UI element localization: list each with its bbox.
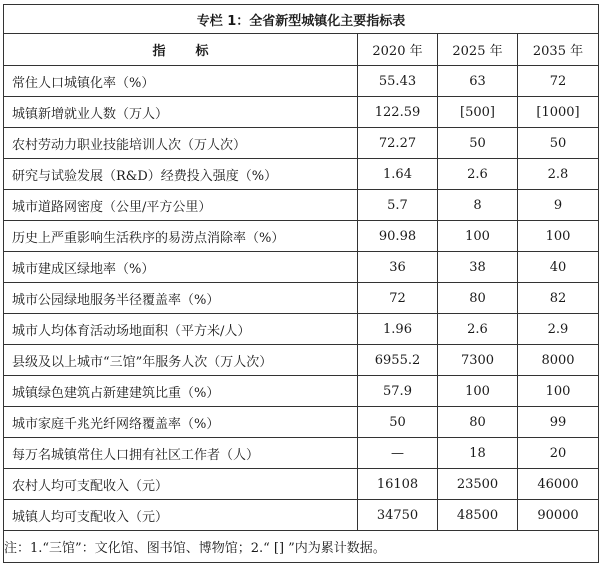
value-2025: 7300 [438,345,518,376]
table-row [4,97,599,128]
value-2025: 80 [438,283,518,314]
indicator-name: 县级及以上城市“三馆”年服务人次（万人次） [4,345,358,376]
value-2025: 8 [438,190,518,221]
value-2035: 2.8 [518,159,599,190]
value-2025: 18 [438,438,518,469]
header-indicator-label: 指标 [152,44,239,59]
value-2035: 40 [518,252,599,283]
value-2020: 50 [358,407,438,438]
value-2035: 90000 [518,500,599,531]
value-2020: 1.64 [358,159,438,190]
value-2020: 34750 [358,500,438,531]
value-2020: 6955.2 [358,345,438,376]
value-2025: 100 [438,221,518,252]
table-row [4,376,599,407]
value-2035: 72 [518,66,599,97]
value-2020: 72 [358,283,438,314]
value-2020: 57.9 [358,376,438,407]
table-row [4,345,599,376]
value-2020: 36 [358,252,438,283]
indicator-name: 城镇人均可支配收入（元） [4,500,358,531]
table-header-row [4,34,599,66]
indicator-table [3,4,599,563]
table-row [4,469,599,500]
table-row [4,283,599,314]
table-row [4,128,599,159]
indicator-name: 城市公园绿地服务半径覆盖率（%） [4,283,358,314]
value-2025: 23500 [438,469,518,500]
table-title: 专栏 1：全省新型城镇化主要指标表 [4,5,599,34]
value-2025: [500] [438,97,518,128]
value-2020: 55.43 [358,66,438,97]
table-row [4,314,599,345]
value-2035: 8000 [518,345,599,376]
value-2020: 72.27 [358,128,438,159]
table-row [4,252,599,283]
value-2025: 38 [438,252,518,283]
value-2025: 100 [438,376,518,407]
value-2025: 50 [438,128,518,159]
value-2035: 2.9 [518,314,599,345]
value-2025: 63 [438,66,518,97]
value-2035: 82 [518,283,599,314]
value-2020: 5.7 [358,190,438,221]
table-row [4,438,599,469]
value-2035: 50 [518,128,599,159]
indicator-name: 历史上严重影响生活秩序的易涝点消除率（%） [4,221,358,252]
value-2025: 2.6 [438,159,518,190]
indicator-name: 城镇新增就业人数（万人） [4,97,358,128]
value-2020: — [358,438,438,469]
value-2020: 90.98 [358,221,438,252]
indicator-name: 常住人口城镇化率（%） [4,66,358,97]
value-2035: 99 [518,407,599,438]
value-2035: 9 [518,190,599,221]
table-row [4,407,599,438]
table-row [4,190,599,221]
indicator-name: 研究与试验发展（R&D）经费投入强度（%） [4,159,358,190]
table-row [4,221,599,252]
indicator-name: 城市建成区绿地率（%） [4,252,358,283]
table-note-row [4,531,599,563]
header-year-2025: 2025 年 [438,34,518,66]
table-row [4,159,599,190]
value-2025: 48500 [438,500,518,531]
value-2020: 16108 [358,469,438,500]
table-note: 注：1.“三馆”：文化馆、图书馆、博物馆；2.“ [] ”内为累计数据。 [4,531,599,563]
table-row [4,500,599,531]
value-2035: 100 [518,376,599,407]
value-2025: 2.6 [438,314,518,345]
value-2020: 122.59 [358,97,438,128]
indicator-name: 农村劳动力职业技能培训人次（万人次） [4,128,358,159]
value-2035: 20 [518,438,599,469]
indicator-name: 每万名城镇常住人口拥有社区工作者（人） [4,438,358,469]
value-2035: 100 [518,221,599,252]
table-row [4,66,599,97]
table-title-row [4,5,599,34]
indicator-name: 城镇绿色建筑占新建建筑比重（%） [4,376,358,407]
header-year-2020: 2020 年 [358,34,438,66]
indicator-name: 城市人均体育活动场地面积（平方米/人） [4,314,358,345]
indicator-name: 农村人均可支配收入（元） [4,469,358,500]
header-indicator [4,34,358,66]
value-2035: [1000] [518,97,599,128]
value-2020: 1.96 [358,314,438,345]
indicator-name: 城市道路网密度（公里/平方公里） [4,190,358,221]
value-2025: 80 [438,407,518,438]
value-2035: 46000 [518,469,599,500]
header-year-2035: 2035 年 [518,34,599,66]
indicator-name: 城市家庭千兆光纤网络覆盖率（%） [4,407,358,438]
